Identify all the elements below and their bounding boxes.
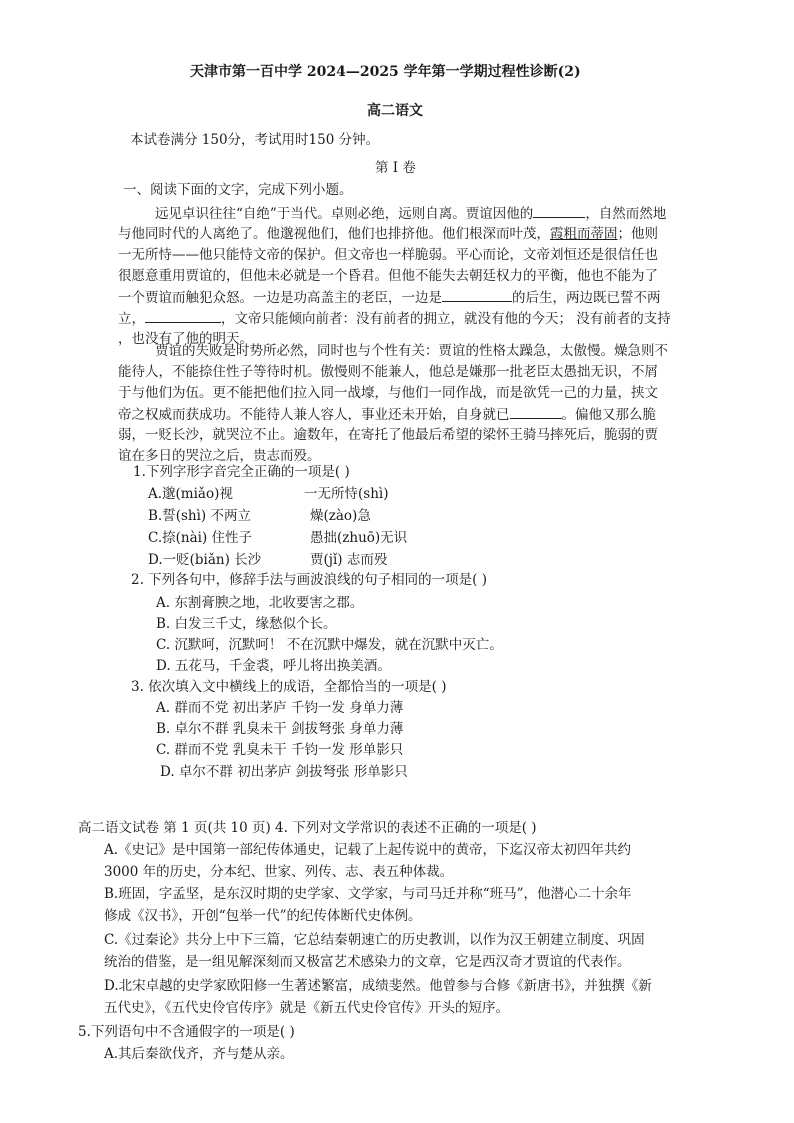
passage-line: ，也没有了他的明天。 — [118, 331, 253, 347]
passage-text: 的后生，两边既已誓不两 — [512, 290, 661, 306]
option-c-line1: C.《过秦论》共分上中下三篇，它总结秦朝速亡的历史教训，以作为汉王朝建立制度、巩固 — [104, 932, 645, 948]
passage-line — [155, 203, 666, 224]
section-heading: 一、阅读下面的文字，完成下列小题。 — [123, 182, 353, 198]
answer-blank-2 — [442, 287, 512, 302]
option-b-line2: 修成《汉书》，开创“包举一代”的纪传体断代史体例。 — [104, 908, 422, 924]
passage-line: 谊在多日的哭泣之后，贵志而殁。 — [118, 448, 321, 464]
passage-line: 一无所恃——他只能恃文帝的保护。但文帝也一样脆弱。平心而论，文帝刘恒还是很信任也 — [118, 247, 658, 263]
option-d: D. 五花马，千金裘，呼儿将出换美酒。 — [156, 658, 391, 674]
volume-label: 第 I 卷 — [375, 160, 416, 176]
option-c-line2: 统治的借鉴，是一组见解深刻而又极富艺术感染力的文章，它是西汉奇才贾谊的代表作。 — [104, 954, 631, 970]
option-c: C. 群而不党 乳臭未干 千钧一发 形单影只 — [156, 742, 404, 758]
passage-text: ，自然而然地 — [585, 206, 667, 222]
question-stem: 1.下列字形字音完全正确的一项是( ) — [133, 464, 350, 480]
option-a: A. 东割膏腴之地，北收要害之郡。 — [156, 595, 364, 611]
passage-text: ，文帝只能倾向前者：没有前者的拥立，就没有他的今天； 没有前者的支持 — [221, 311, 671, 327]
option-d-line1: D.北宋卓越的史学家欧阳修一生著述繁富，成绩斐然。他曾参与合修《新唐书》，并独撰《新 — [104, 978, 652, 994]
option-d-line2: 五代史》，《五代史伶官传序》就是《新五代史伶官传》开头的短序。 — [104, 1000, 509, 1016]
option-b-line1: B.班固，字孟坚，是东汉时期的史学家、文学家，与司马迁并称“班马”，他潜心二十余年 — [104, 886, 632, 902]
option-c-part2: 愚拙(zhuō)无识 — [310, 530, 408, 546]
option-a: A. 群而不党 初出茅庐 千钧一发 身单力薄 — [156, 700, 404, 716]
underlined-phrase: 霞粗而蒂固 — [550, 226, 618, 242]
passage-text: 远见卓识往往“自绝”于当代。卓则必绝，远则自离。贾谊因他的 — [155, 206, 534, 222]
passage-text: 一个贾谊而触犯众怒。一边是功高盖主的老臣，一边是 — [118, 290, 442, 306]
exam-intro: 本试卷满分 150分，考试用时150 分钟。 — [130, 132, 380, 148]
passage-line: 能待人，不能捺住性子等待时机。傲慢则不能兼人，他总是嫌那一批老臣太愚拙无识，不屑 — [118, 364, 658, 380]
option-b-part2: 燥(zào)急 — [310, 508, 371, 524]
option-b: B. 白发三千丈，缘愁似个长。 — [156, 616, 337, 632]
question-stem: 高二语文试卷 第 1 页(共 10 页) 4. 下列对文学常识的表述不正确的一项是( ) — [78, 820, 537, 836]
passage-text: 与他同时代的人离绝了。他邈视他们，他们也排挤他。他们根深而叶茂， — [118, 226, 550, 242]
question-stem: 3. 依次填入文中横线上的成语，全都恰当的一项是( ) — [131, 679, 447, 695]
option-b-part1: B.誓(shì) 不两立 — [148, 508, 251, 524]
passage-line — [118, 287, 661, 308]
passage-line — [118, 404, 656, 425]
option-a-line2: 3000 年的历史，分本纪、世家、列传、志、表五种体裁。 — [104, 864, 454, 880]
question-stem: 5.下列语句中不含通假字的一项是( ) — [78, 1024, 295, 1040]
option-a-part1: A.邈(miǎo)视 — [148, 486, 233, 502]
answer-blank-3 — [145, 308, 221, 323]
option-a: A.其后秦欲伐齐，齐与楚从亲。 — [104, 1046, 294, 1062]
option-d-part2: 贾(jǐ) 志而殁 — [310, 552, 388, 568]
option-d: D. 卓尔不群 初出茅庐 剑拔弩张 形单影只 — [160, 764, 408, 780]
passage-line: 很愿意重用贾谊的，但他未必就是一个昏君。但他不能失去朝廷权力的平衡，他也不能为了 — [118, 268, 658, 284]
answer-blank-1 — [533, 203, 585, 218]
answer-blank-4 — [510, 404, 562, 419]
option-d-part1: D.一贬(biǎn) 长沙 — [148, 552, 262, 568]
question-stem: 2. 下列各句中，修辞手法与画波浪线的句子相同的一项是( ) — [131, 572, 487, 588]
passage-text: 帝之权威而获成功。不能待人兼人容人，事业还未开始，自身就已 — [118, 407, 510, 423]
passage-line: 弱，一贬长沙，就哭泣不止。逾数年，在寄托了他最后希望的梁怀王骑马摔死后，脆弱的贾 — [118, 427, 658, 443]
passage-line: 贾谊的失败是时势所必然，同时也与个性有关：贾谊的性格太躁急，太傲慢。燥急则不 — [155, 343, 668, 359]
passage-text: 立， — [118, 311, 145, 327]
passage-text: ；他则 — [617, 226, 658, 242]
subject-title: 高二语文 — [367, 103, 423, 119]
option-c-part1: C.捺(nài) 住性子 — [148, 530, 253, 546]
passage-line — [118, 224, 658, 244]
option-a-part2: 一无所恃(shì) — [304, 486, 389, 502]
option-a-line1: A.《史记》是中国第一部纪传体通史，记载了上起传说中的黄帝，下迄汉帝太初四年共约 — [104, 842, 632, 858]
option-c: C. 沉默呵，沉默呵！ 不在沉默中爆发，就在沉默中灭亡。 — [156, 637, 503, 653]
passage-line: 于与他们为伍。更不能把他们拉入同一战壕，与他们一同作战，而是欲凭一己的力量，挟文 — [118, 385, 658, 401]
exam-title: 天津市第一百中学 2024—2025 学年第一学期过程性诊断(2) — [190, 64, 581, 80]
passage-line — [118, 308, 671, 329]
passage-text: 。偏他又那么脆 — [561, 407, 656, 423]
option-b: B. 卓尔不群 乳臭未干 剑拔弩张 身单力薄 — [156, 721, 404, 737]
